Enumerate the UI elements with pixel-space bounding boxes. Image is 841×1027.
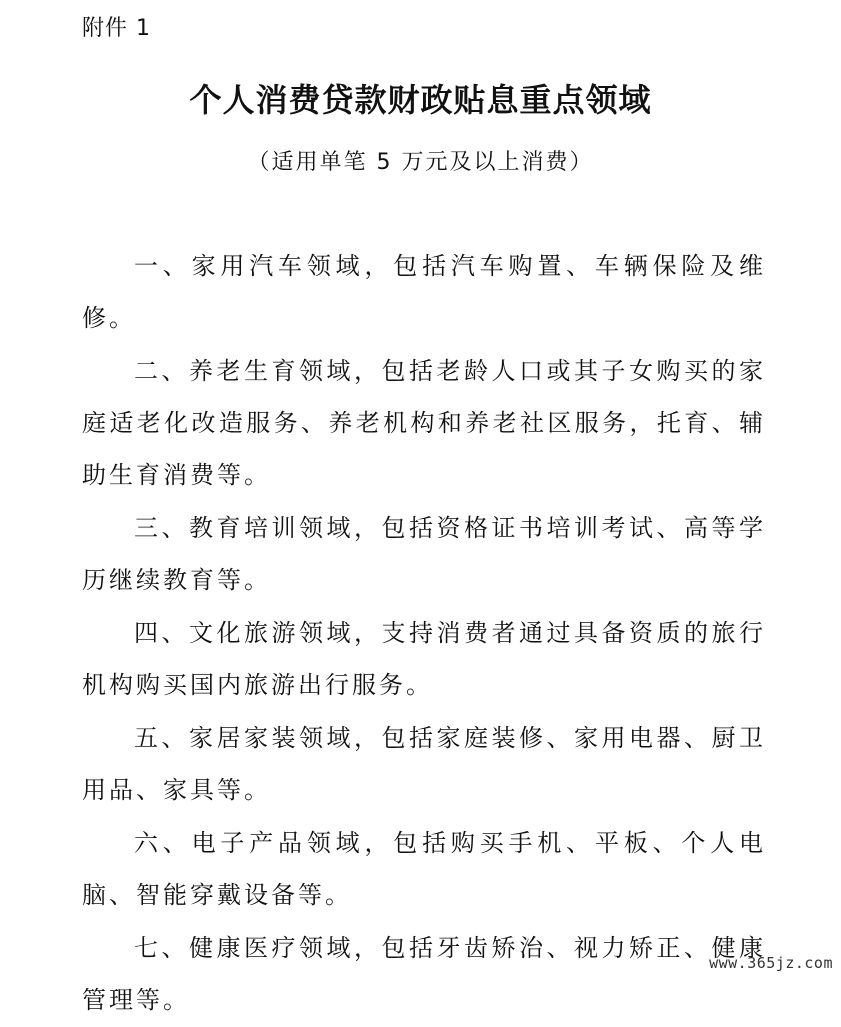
paragraph-7: 七、健康医疗领域，包括牙齿矫治、视力矫正、健康管理等。 (82, 934, 766, 1014)
document-body (82, 240, 766, 1027)
paragraph-1: 一、家用汽车领域，包括汽车购置、车辆保险及维修。 (82, 252, 766, 332)
paragraph-3: 三、教育培训领域，包括资格证书培训考试、高等学历继续教育等。 (82, 514, 766, 594)
watermark: www.365jz.com (709, 954, 833, 972)
document-subtitle: （适用单笔 5 万元及以上消费） (247, 150, 594, 175)
paragraph-2: 二、养老生育领域，包括老龄人口或其子女购买的家庭适老化改造服务、养老机构和养老社区服务，托育、辅助生育消费等。 (82, 357, 766, 489)
attachment-label: 附件 1 (82, 16, 151, 41)
paragraph-5: 五、家居家装领域，包括家庭装修、家用电器、厨卫用品、家具等。 (82, 724, 766, 804)
paragraph-4: 四、文化旅游领域，支持消费者通过具备资质的旅行机构购买国内旅游出行服务。 (82, 619, 766, 699)
document-title: 个人消费贷款财政贴息重点领域 (189, 81, 652, 119)
paragraph-6: 六、电子产品领域，包括购买手机、平板、个人电脑、智能穿戴设备等。 (82, 829, 766, 909)
